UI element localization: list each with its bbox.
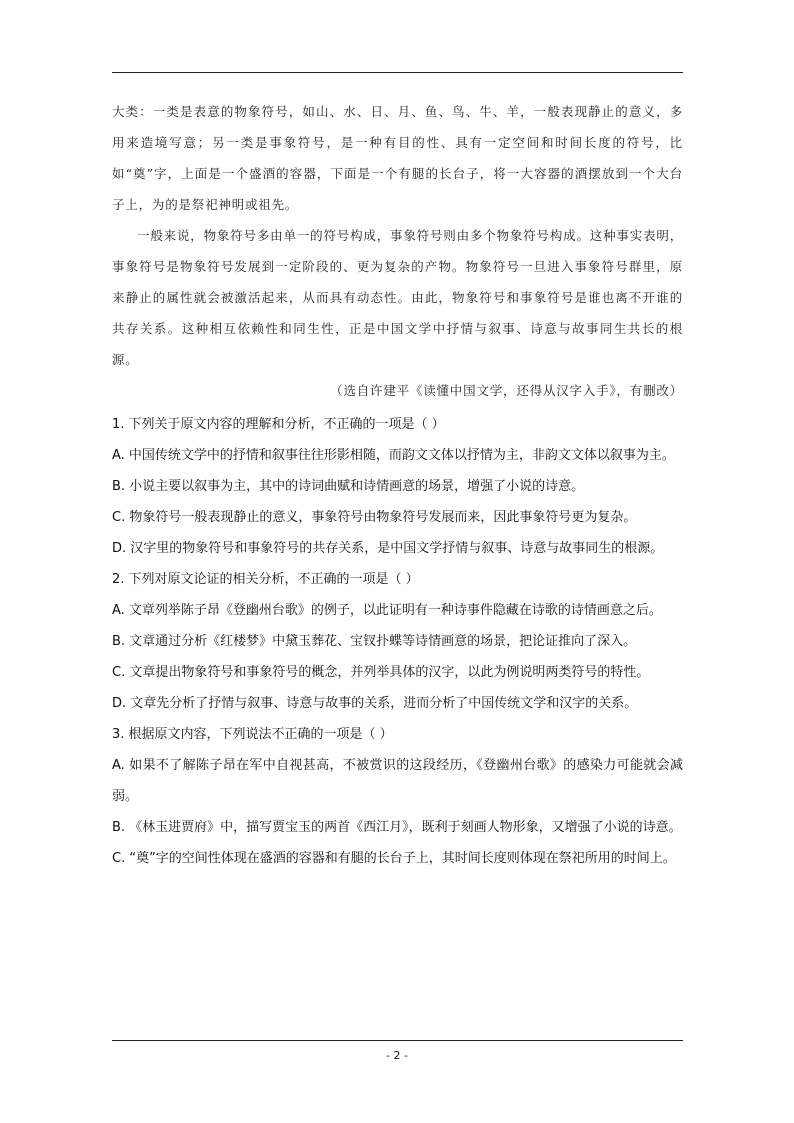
passage-paragraph: 大类：一类是表意的物象符号，如山、水、日、月、鱼、鸟、牛、羊，一般表现静止的意义，多用来造境写意；另一类是事象符号，是一种有目的性、具有一定空间和时间长度的符号，比如“奠”字，上面是一个盛酒的容器，下面是一个有腿的长台子，将一大容器的酒摆放到一个大台子上，为的是祭祀神明或祖先。 <box>112 104 683 212</box>
answer-option: C. “奠”字的空间性体现在盛酒的容器和有腿的长台子上，其时间长度则体现在祭祀所用的时间上。 <box>112 851 676 866</box>
answer-option: C. 文章提出物象符号和事象符号的概念，并列举具体的汉字，以此为例说明两类符号的特性。 <box>112 665 650 680</box>
answer-option: D. 汉字里的物象符号和事象符号的共存关系，是中国文学抒情与叙事、诗意与故事同生的根源。 <box>112 541 664 556</box>
reading-passage <box>112 96 683 406</box>
question-stem: 3. 根据原文内容，下列说法不正确的一项是（ ） <box>112 727 393 742</box>
answer-option: B. 《林玉进贾府》中，描写贾宝玉的两首《西江月》，既利于刻画人物形象，又增强了小说的诗意。 <box>112 820 682 835</box>
page-number: - 2 - <box>386 1049 408 1062</box>
passage-paragraph: 一般来说，物象符号多由单一的符号构成，事象符号则由多个物象符号构成。这种事实表明，事象符号是物象符号发展到一定阶段的、更为复杂的产物。物象符号一旦进入事象符号群里，原来静止的属性就会被激活起来，从而具有动态性。由此，物象符号和事象符号是谁也离不开谁的共存关系。这种相互依赖性和同生性，正是中国文学中抒情与叙事、诗意与故事同生共长的根源。 <box>112 228 683 367</box>
question-stem: 1. 下列关于原文内容的理解和分析，不正确的一项是（ ） <box>112 417 445 432</box>
question-list <box>112 409 683 874</box>
answer-option: B. 文章通过分析《红楼梦》中黛玉葬花、宝钗扑蝶等诗情画意的场景，把论证推向了深入。 <box>112 634 637 649</box>
answer-option: C. 物象符号一般表现静止的意义，事象符号由物象符号发展而来，因此事象符号更为复杂。 <box>112 510 637 525</box>
header-rule <box>112 72 683 73</box>
answer-option: D. 文章先分析了抒情与叙事、诗意与故事的关系，进而分析了中国传统文学和汉字的关系。 <box>112 696 638 711</box>
answer-option: A. 文章列举陈子昂《登幽州台歌》的例子，以此证明有一种诗事件隐藏在诗歌的诗情画意之后。 <box>112 603 662 618</box>
footer-rule <box>112 1040 683 1041</box>
passage-source: （选自许建平《读懂中国文学，还得从汉字入手》，有删改） <box>330 383 683 398</box>
answer-option: A. 如果不了解陈子昂在军中自视甚高，不被赏识的这段经历，《登幽州台歌》的感染力可能就会减弱。 <box>112 758 683 804</box>
answer-option: B. 小说主要以叙事为主，其中的诗词曲赋和诗情画意的场景，增强了小说的诗意。 <box>112 479 585 494</box>
question-stem: 2. 下列对原文论证的相关分析，不正确的一项是（ ） <box>112 572 419 587</box>
answer-option: A. 中国传统文学中的抒情和叙事往往形影相随，而韵文文体以抒情为主，非韵文文体以叙事为主。 <box>112 448 675 463</box>
